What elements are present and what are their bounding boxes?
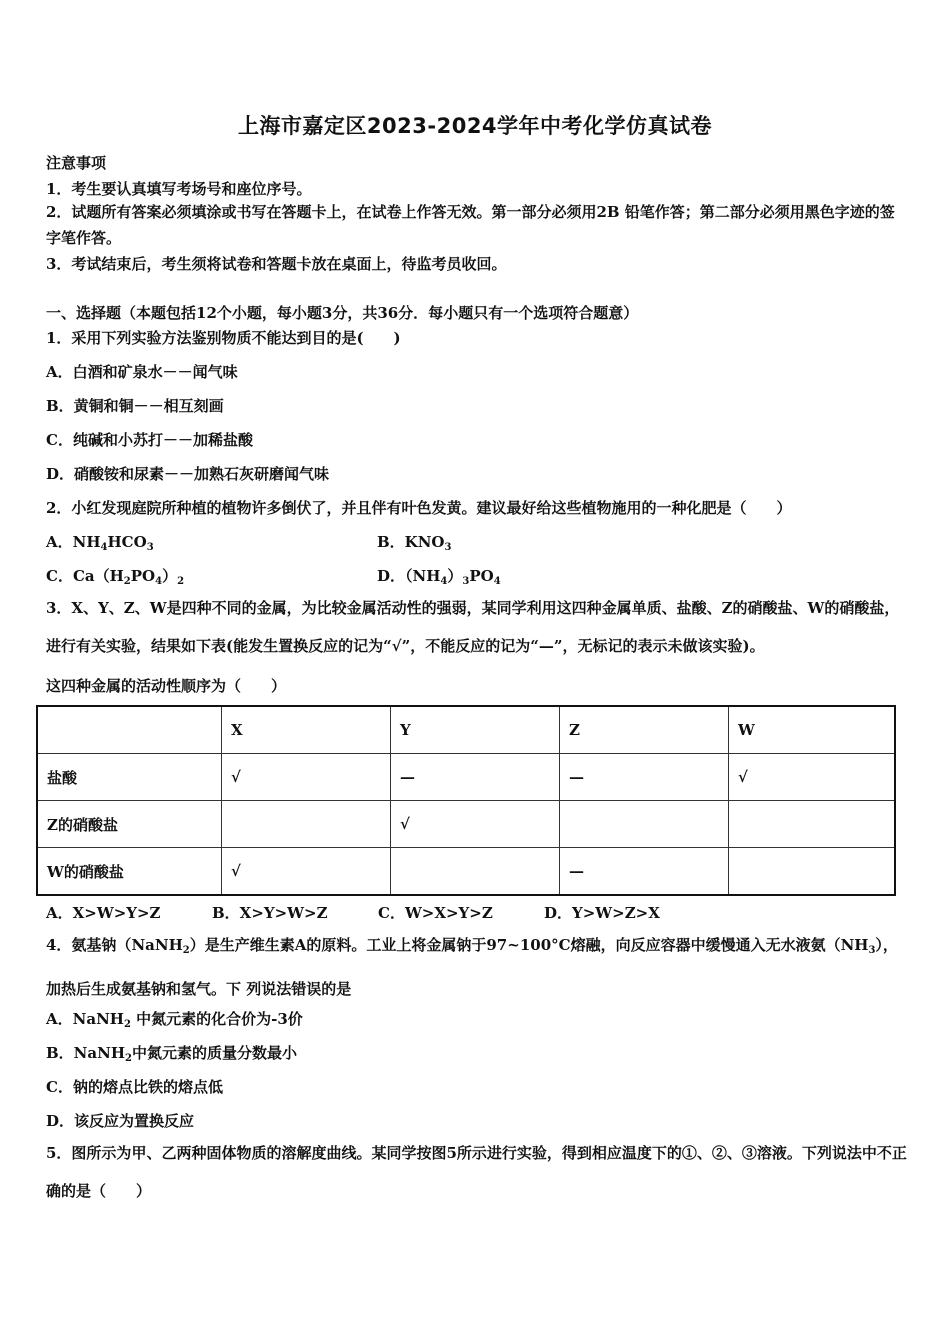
table-cell: √ (222, 848, 391, 896)
q5-stem: 5．图所示为甲、乙两种固体物质的溶解度曲线。某同学按图5所示进行实验，得到相应温度下的①、②、③溶液。下列说法中不正确的是（ ） (46, 1144, 907, 1200)
table-cell (391, 848, 560, 896)
table-row (37, 754, 895, 801)
q1-option-a: A．白酒和矿泉水－－闻气味 (46, 363, 238, 381)
table-cell: Y (391, 706, 560, 754)
table-cell (729, 801, 896, 848)
table-cell: W的硝酸盐 (37, 848, 222, 896)
table-cell: √ (222, 754, 391, 801)
table-cell (37, 706, 222, 754)
q2-option-c: C．$Ca(H_2PO_4)_2$ (46, 567, 185, 587)
notice-item-3: 3．考试结束后，考生须将试卷和答题卡放在桌面上，待监考员收回。 (46, 255, 507, 273)
q4-option-d: D．该反应为置换反应 (46, 1112, 195, 1130)
q4-stem: 4．氨基钠（NaNH$_2$）是生产维生素A的原料。工业上将金属钠于97~100°C熔融，向反应容器中缓慢通入无水液氨$(NH_3)$，加热后生成氨基钠和氢气。下 列说法错误的是 (46, 936, 898, 998)
q2-option-b: B．$KNO_3$ (377, 533, 452, 553)
q2-stem: 2．小红发现庭院所种植的植物许多倒伏了，并且伴有叶色发黄。建议最好给这些植物施用的一种化肥是（ ） (46, 499, 792, 517)
table-cell: Z的硝酸盐 (37, 801, 222, 848)
page-title: 上海市嘉定区2023-2024学年中考化学仿真试卷 (237, 114, 713, 138)
q3-option-d: D．Y>W>Z>X (544, 904, 660, 922)
q4-option-a: A．NaNH$_2$ 中氮元素的化合价为-3价 (46, 1010, 303, 1030)
notice-item-1: 1．考生要认真填写考场号和座位序号。 (46, 180, 312, 198)
table-cell: — (560, 754, 729, 801)
notice-heading: 注意事项 (46, 154, 107, 172)
q1-stem: 1．采用下列实验方法鉴别物质不能达到目的是( ) (46, 329, 401, 347)
q1-option-d: D．硝酸铵和尿素－－加熟石灰研磨闻气味 (46, 465, 330, 483)
table-row (37, 801, 895, 848)
table-cell: W (729, 706, 896, 754)
table-cell (560, 801, 729, 848)
q4-option-b: B．NaNH$_2$中氮元素的质量分数最小 (46, 1044, 297, 1064)
q3-options (46, 902, 660, 923)
table-row (37, 848, 895, 896)
table-cell: Z (560, 706, 729, 754)
notice-item-2: 2．试题所有答案必须填涂或书写在答题卡上，在试卷上作答无效。第一部分必须用2B 铅笔作答；第二部分必须用黑色字迹的签字笔作答。 (46, 203, 895, 247)
q3-stem-2: 这四种金属的活动性顺序为（ ） (46, 677, 287, 695)
table-header-row (37, 706, 895, 754)
table-cell: — (391, 754, 560, 801)
q4-option-c: C．钠的熔点比铁的熔点低 (46, 1078, 223, 1096)
q1-option-b: B．黄铜和铜－－相互刻画 (46, 397, 224, 415)
table-cell: X (222, 706, 391, 754)
table-cell: — (560, 848, 729, 896)
q2-option-a: A．$NH_4HCO_3$ (46, 533, 154, 553)
table-cell: √ (729, 754, 896, 801)
table-cell (222, 801, 391, 848)
q2-option-d: D．$(NH_4)_3PO_4$ (377, 567, 501, 587)
table-cell (729, 848, 896, 896)
q3-option-c: C．W>X>Y>Z (378, 904, 493, 922)
table-cell: √ (391, 801, 560, 848)
q3-stem: 3．X、Y、Z、W是四种不同的金属，为比较金属活动性的强弱，某同学利用这四种金属单质、盐酸、Z的硝酸盐、W的硝酸盐，进行有关实验，结果如下表(能发生置换反应的记为“√”，不能反应的记为“—”，无标记的表示未做该实验)。 (46, 599, 900, 655)
q3-results-table (36, 705, 896, 896)
q3-option-b: B．X>Y>W>Z (212, 904, 328, 922)
q3-option-a: A．X>W>Y>Z (46, 904, 161, 922)
section-heading: 一、选择题（本题包括12个小题，每小题3分，共36分．每小题只有一个选项符合题意） (46, 304, 639, 322)
table-cell: 盐酸 (37, 754, 222, 801)
q1-option-c: C．纯碱和小苏打－－加稀盐酸 (46, 431, 253, 449)
